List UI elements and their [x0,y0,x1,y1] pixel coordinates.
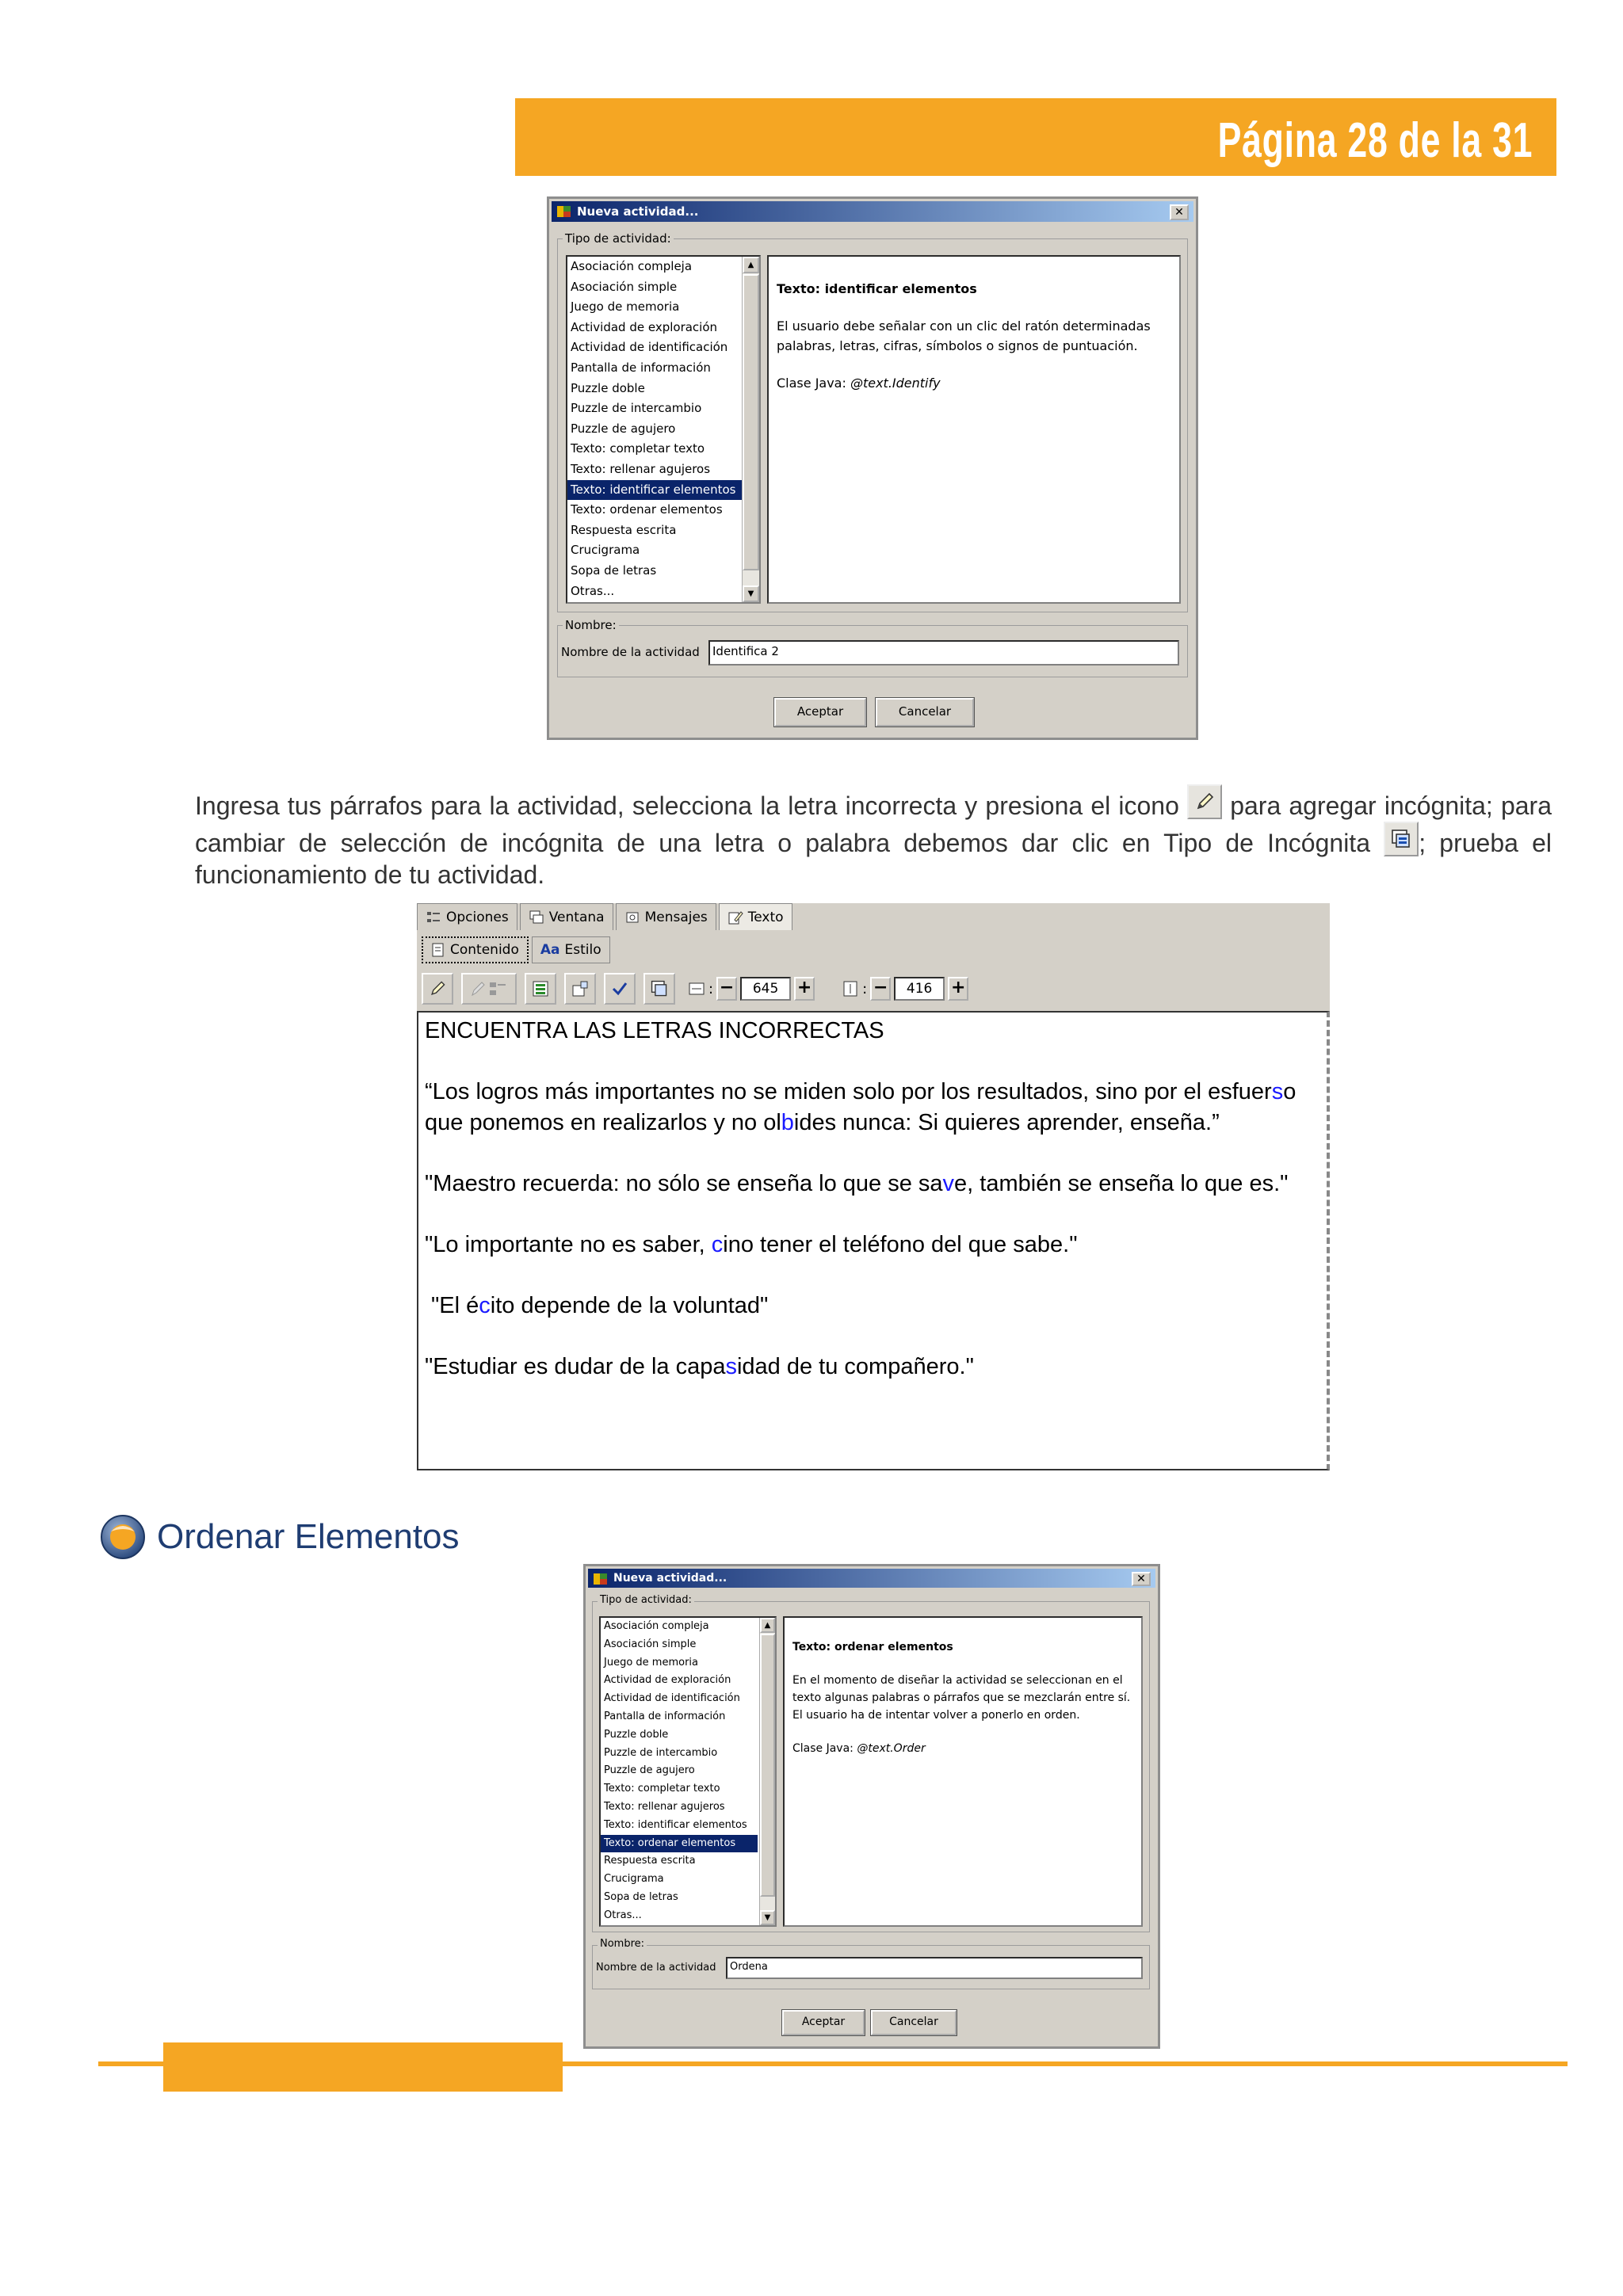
unknown-type-icon [1384,822,1419,856]
name-legend: Nombre: [598,1938,647,1950]
java-class-label: Clase Java: [777,376,850,391]
jclic-app-icon [593,1572,609,1586]
width-colon: : [708,980,714,997]
activity-type-item[interactable]: Texto: ordenar elementos [601,1835,758,1853]
activity-type-item[interactable]: Pantalla de información [571,360,711,375]
instruction-paragraph [195,784,1552,891]
activity-type-item[interactable]: Otras... [571,583,615,598]
jclic-text-editor [417,903,1330,1470]
activity-type-item[interactable]: Juego de memoria [604,1656,698,1669]
activity-type-group [557,231,1188,612]
unknown-type-icon[interactable] [643,973,675,1005]
activity-type-item[interactable]: Respuesta escrita [604,1855,696,1867]
unknown-letter[interactable]: b [781,1110,794,1135]
activity-type-legend: Tipo de actividad: [563,231,674,246]
name-group [592,1938,1150,1989]
unknown-letter[interactable]: s [1271,1079,1284,1104]
scroll-down-icon[interactable]: ▼ [743,585,759,602]
activity-type-group [592,1594,1150,1932]
footer-tab [163,2042,563,2092]
quote-5-part-a: "Estudiar es dudar de la capa [425,1354,726,1379]
pencil-icon[interactable] [422,973,453,1005]
activity-type-item[interactable]: Juego de memoria [571,299,680,315]
tab-texto-label: Texto [747,909,784,925]
description-title: Texto: ordenar elementos [792,1641,953,1653]
name-group [557,618,1188,677]
activity-type-list[interactable] [599,1616,777,1927]
activity-name-input[interactable]: Identifica 2 [708,640,1179,666]
width-control [688,977,815,1001]
width-input[interactable]: 645 [740,977,791,1001]
activity-type-item[interactable]: Puzzle doble [604,1728,669,1741]
description-title: Texto: identificar elementos [777,281,977,296]
quote-3-part-b: ino tener el teléfono del que sabe." [723,1232,1078,1257]
height-colon: : [862,980,868,997]
style-icon: Aa [540,942,560,958]
description-body: El usuario debe señalar con un clic del ratón determinadas palabras, letras, cifras, símbolos o signos de puntuación. [777,318,1151,353]
quote-4-part-b: ito depende de la voluntad" [490,1293,769,1318]
remove-unknown-icon[interactable] [461,973,517,1005]
page-number: Página 28 de la 31 [1217,113,1533,168]
list-icon[interactable] [525,973,556,1005]
list-scrollbar[interactable] [742,257,759,602]
activity-type-item[interactable]: Asociación simple [571,279,678,294]
java-class-value: @text.Identify [850,376,941,391]
activity-type-item[interactable]: Texto: identificar elementos [567,480,742,501]
text-edit-icon [727,910,743,925]
activity-type-item[interactable]: Crucigrama [604,1873,664,1886]
scroll-thumb[interactable] [760,1634,775,1897]
jclic-app-icon [556,204,572,219]
editor-tabs [417,903,795,932]
unknown-letter[interactable]: s [725,1354,737,1379]
cancel-button[interactable]: Cancelar [871,2010,957,2035]
dialog-title: Nueva actividad... [613,1572,727,1585]
activity-type-item[interactable]: Asociación simple [604,1638,697,1650]
messages-icon [624,910,640,925]
dialog-titlebar[interactable] [552,201,1193,222]
tab-opciones-label: Opciones [446,909,509,925]
tab-mensajes-label: Mensajes [644,909,708,925]
activity-type-item[interactable]: Puzzle doble [571,380,645,395]
editor-toolbar [417,970,1330,1008]
unknown-letter[interactable]: c [479,1293,491,1318]
activity-name-label: Nombre de la actividad [561,645,700,659]
activity-type-item[interactable]: Asociación compleja [604,1620,709,1632]
java-class-value: @text.Order [857,1742,926,1755]
quote-3 [425,1230,1320,1261]
tab-ventana[interactable] [520,903,613,930]
description-body: En el momento de diseñar la actividad se seleccionan en el texto algunas palabras o párrafos que se mezclarán entre sí. El usuario ha de intentar volver a ponerlo en orden. [792,1674,1131,1722]
java-class [777,373,1171,393]
height-decrease-button[interactable]: − [870,977,891,1001]
activity-type-item[interactable]: Actividad de identificación [604,1692,740,1705]
tab-opciones[interactable] [417,903,517,930]
activity-type-item[interactable]: Texto: ordenar elementos [571,502,723,517]
activity-type-list[interactable] [566,255,761,604]
dialog-titlebar[interactable] [588,1569,1155,1588]
options-icon [426,910,441,925]
height-increase-button[interactable]: + [948,977,968,1001]
tab-ventana-label: Ventana [548,909,605,925]
editor-heading: ENCUENTRA LAS LETRAS INCORRECTAS [425,1018,884,1043]
activity-type-item[interactable]: Actividad de exploración [604,1674,731,1687]
activity-type-item[interactable]: Actividad de identificación [571,340,728,355]
tab-contenido[interactable] [422,936,529,963]
paragraph-text-2: para agregar incógnita; para cambiar de selección de incógnita de una letra o palabra debemos dar clic en Tipo de Incógnita [195,791,1552,857]
unknown-letter[interactable]: c [711,1232,724,1257]
activity-description [783,1616,1143,1927]
activity-description [767,255,1181,604]
quote-4 [425,1291,1320,1322]
accept-button[interactable]: Aceptar [782,2010,865,2035]
activity-type-item[interactable]: Puzzle de intercambio [604,1746,718,1759]
page-header-banner [515,98,1556,176]
scroll-up-icon[interactable]: ▲ [743,257,759,273]
section-bullet-icon [100,1514,146,1560]
quote-4-part-a: "El é [431,1293,479,1318]
close-icon[interactable]: ✕ [1170,204,1189,220]
name-legend: Nombre: [563,618,619,632]
height-input[interactable]: 416 [894,977,945,1001]
quote-1-part-a: “Los logros más importantes no se miden solo por los resultados, sino por el esfuer [425,1079,1272,1104]
tab-estilo-label: Estilo [564,942,601,958]
document-icon [431,942,445,958]
activity-type-item[interactable]: Actividad de exploración [571,319,718,334]
close-icon[interactable]: ✕ [1132,1572,1151,1586]
editor-text-area[interactable] [417,1011,1330,1470]
paragraph-text-1: Ingresa tus párrafos para la actividad, selecciona la letra incorrecta y presiona el icono [195,791,1188,820]
quote-5-part-b: idad de tu compañero." [736,1354,974,1379]
activity-name-label: Nombre de la actividad [596,1962,716,1974]
scroll-down-icon[interactable]: ▼ [760,1910,775,1925]
quote-2 [425,1169,1320,1199]
tab-contenido-label: Contenido [450,942,519,958]
activity-type-item[interactable]: Texto: rellenar agujeros [604,1800,725,1813]
quote-1 [425,1077,1320,1138]
activity-type-item[interactable]: Puzzle de agujero [571,421,676,436]
check-icon[interactable] [604,973,636,1005]
activity-type-item[interactable]: Pantalla de información [604,1710,726,1722]
tab-estilo[interactable] [532,936,610,963]
quote-3-part-a: "Lo importante no es saber, [425,1232,712,1257]
height-control [842,977,968,1001]
tab-texto[interactable] [719,903,792,930]
list-scrollbar[interactable] [759,1618,775,1925]
activity-type-item[interactable]: Crucigrama [571,543,640,558]
section-heading [100,1512,460,1562]
cancel-button[interactable]: Cancelar [876,698,974,727]
activity-type-item[interactable]: Otras... [604,1909,642,1921]
pencil-icon [1187,784,1222,819]
accept-button[interactable]: Aceptar [774,698,866,727]
activity-type-item[interactable]: Texto: rellenar agujeros [571,461,711,476]
height-icon [842,980,859,997]
activity-name-input[interactable]: Ordena [726,1957,1143,1979]
section-title: Ordenar Elementos [157,1517,460,1556]
editor-subtabs [422,936,613,963]
activity-type-item[interactable]: Puzzle de intercambio [571,401,702,416]
activity-type-item[interactable]: Puzzle de agujero [604,1764,695,1777]
unknown-letter[interactable]: v [942,1171,955,1196]
quote-5 [425,1352,1320,1383]
width-decrease-button[interactable]: − [716,977,737,1001]
tab-mensajes[interactable] [616,903,716,930]
width-increase-button[interactable]: + [794,977,815,1001]
activity-type-item[interactable]: Texto: completar texto [571,441,705,456]
java-class [792,1740,1133,1757]
new-activity-dialog-1 [547,196,1198,740]
dialog-title: Nueva actividad... [577,204,699,219]
paragraph-text-3: ; prueba el funcionamiento de tu actividad. [195,829,1552,889]
new-activity-dialog-2 [583,1564,1160,2049]
activity-type-item[interactable]: Sopa de letras [571,563,657,578]
width-icon [688,980,705,997]
activity-type-legend: Tipo de actividad: [598,1594,694,1606]
edit-box-icon[interactable] [564,973,596,1005]
activity-type-item[interactable]: Asociación compleja [571,259,693,273]
scroll-thumb[interactable] [743,274,759,570]
scroll-up-icon[interactable]: ▲ [760,1618,775,1633]
activity-type-item[interactable]: Texto: identificar elementos [604,1818,747,1831]
quote-2-part-b: e, también se enseña lo que es." [954,1171,1289,1196]
activity-type-item[interactable]: Respuesta escrita [571,522,677,537]
quote-1-part-b: o que ponemos en realizarlos y no ol [425,1079,1296,1135]
activity-type-item[interactable]: Sopa de letras [604,1890,678,1903]
window-icon [529,910,544,925]
quote-1-part-c: ides nunca: Si quieres aprender, enseña.” [793,1110,1220,1135]
quote-2-part-a: "Maestro recuerda: no sólo se enseña lo que se sa [425,1171,943,1196]
java-class-label: Clase Java: [792,1742,857,1755]
activity-type-item[interactable]: Texto: completar texto [604,1783,720,1795]
